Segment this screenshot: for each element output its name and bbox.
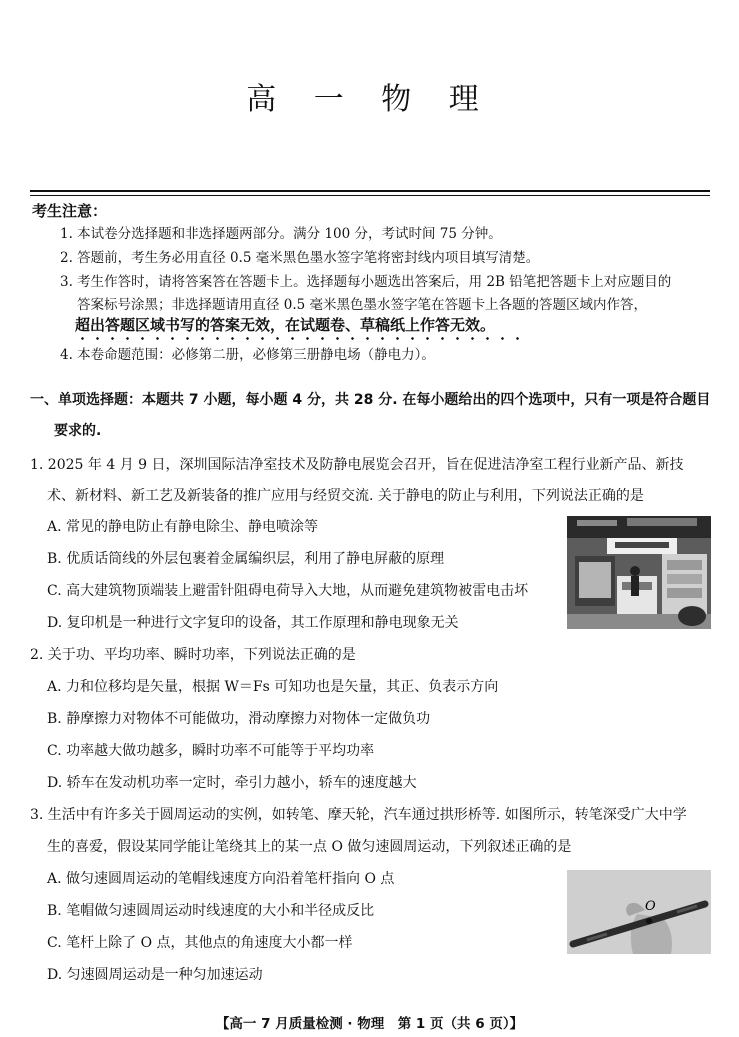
section-heading-cont: 要求的. (54, 423, 102, 439)
question-3-option-b: B. 笔帽做匀速圆周运动时线速度的大小和半径成反比 (47, 903, 375, 919)
question-3-stem-cont: 生的喜爱，假设某同学能让笔绕其上的某一点 O 做匀速圆周运动，下列叙述正确的是 (47, 839, 572, 855)
question-1-option-b: B. 优质话筒线的外层包裹着金属编织层，利用了静电屏蔽的原理 (47, 551, 445, 567)
question-2-option-c: C. 功率越大做功越多，瞬时功率不可能等于平均功率 (47, 743, 375, 759)
question-3-option-a: A. 做匀速圆周运动的笔帽线速度方向沿着笔杆指向 O 点 (47, 871, 395, 887)
notice-item-1: 1. 本试卷分选择题和非选择题两部分。满分 100 分，考试时间 75 分钟。 (60, 226, 502, 242)
question-2-option-d: D. 轿车在发动机功率一定时，牵引力越小，轿车的速度越大 (47, 775, 417, 791)
question-2-option-b: B. 静摩擦力对物体不可能做功，滑动摩擦力对物体一定做负功 (47, 711, 431, 727)
notice-item-3: 3. 考生作答时，请将答案答在答题卡上。选择题每小题选出答案后，用 2B 铅笔把答题卡上对应题目的 (60, 274, 672, 290)
notice-item-3-emphasis: 超出答题区域书写的答案无效，在试题卷、草稿纸上作答无效。 (75, 316, 496, 334)
notice-item-3-cont: 答案标号涂黑；非选择题请用直径 0.5 毫米黑色墨水签字笔在答题卡上各题的答题区域内作答， (77, 297, 648, 313)
header-divider-thin (30, 195, 710, 196)
page-footer: 【高一 7 月质量检测 · 物理 第 1 页（共 6 页）】 (215, 1016, 524, 1032)
page-title: 高 一 物 理 (246, 82, 493, 117)
header-divider-thick (30, 190, 710, 192)
question-3-option-d: D. 匀速圆周运动是一种匀加速运动 (47, 967, 263, 983)
notice-heading: 考生注意： (32, 202, 108, 220)
question-1-option-a: A. 常见的静电防止有静电除尘、静电喷涂等 (47, 519, 319, 535)
question-1-option-d: D. 复印机是一种进行文字复印的设备，其工作原理和静电现象无关 (47, 615, 459, 631)
question-1-stem-cont: 术、新材料、新工艺及新装备的推广应用与经贸交流. 关于静电的防止与利用，下列说法正确的是 (47, 488, 644, 504)
emphasis-dots (75, 337, 525, 340)
section-heading: 一、单项选择题：本题共 7 小题，每小题 4 分，共 28 分. 在每小题给出的四个选项中，只有一项是符合题目 (30, 392, 711, 408)
question-1-stem: 1. 2025 年 4 月 9 日，深圳国际洁净室技术及防静电展览会召开，旨在促进洁净室工程行业新产品、新技 (30, 457, 684, 473)
exhibition-photo (567, 516, 711, 629)
question-3-stem: 3. 生活中有许多关于圆周运动的实例，如转笔、摩天轮，汽车通过拱形桥等. 如图所示，转笔深受广大中学 (30, 807, 687, 823)
question-3-option-c: C. 笔杆上除了 O 点，其他点的角速度大小都一样 (47, 935, 353, 951)
question-2-option-a: A. 力和位移均是矢量，根据 W＝Fs 可知功也是矢量，其正、负表示方向 (47, 679, 499, 695)
pen-spinning-photo (567, 870, 711, 954)
point-o-label: O (645, 899, 656, 914)
question-1-option-c: C. 高大建筑物顶端装上避雷针阻碍电荷导入大地，从而避免建筑物被雷电击坏 (47, 583, 529, 599)
notice-item-4: 4. 本卷命题范围：必修第二册，必修第三册静电场（静电力）。 (60, 347, 435, 363)
question-2-stem: 2. 关于功、平均功率、瞬时功率，下列说法正确的是 (30, 647, 356, 663)
notice-item-2: 2. 答题前，考生务必用直径 0.5 毫米黑色墨水签字笔将密封线内项目填写清楚。 (60, 250, 540, 266)
